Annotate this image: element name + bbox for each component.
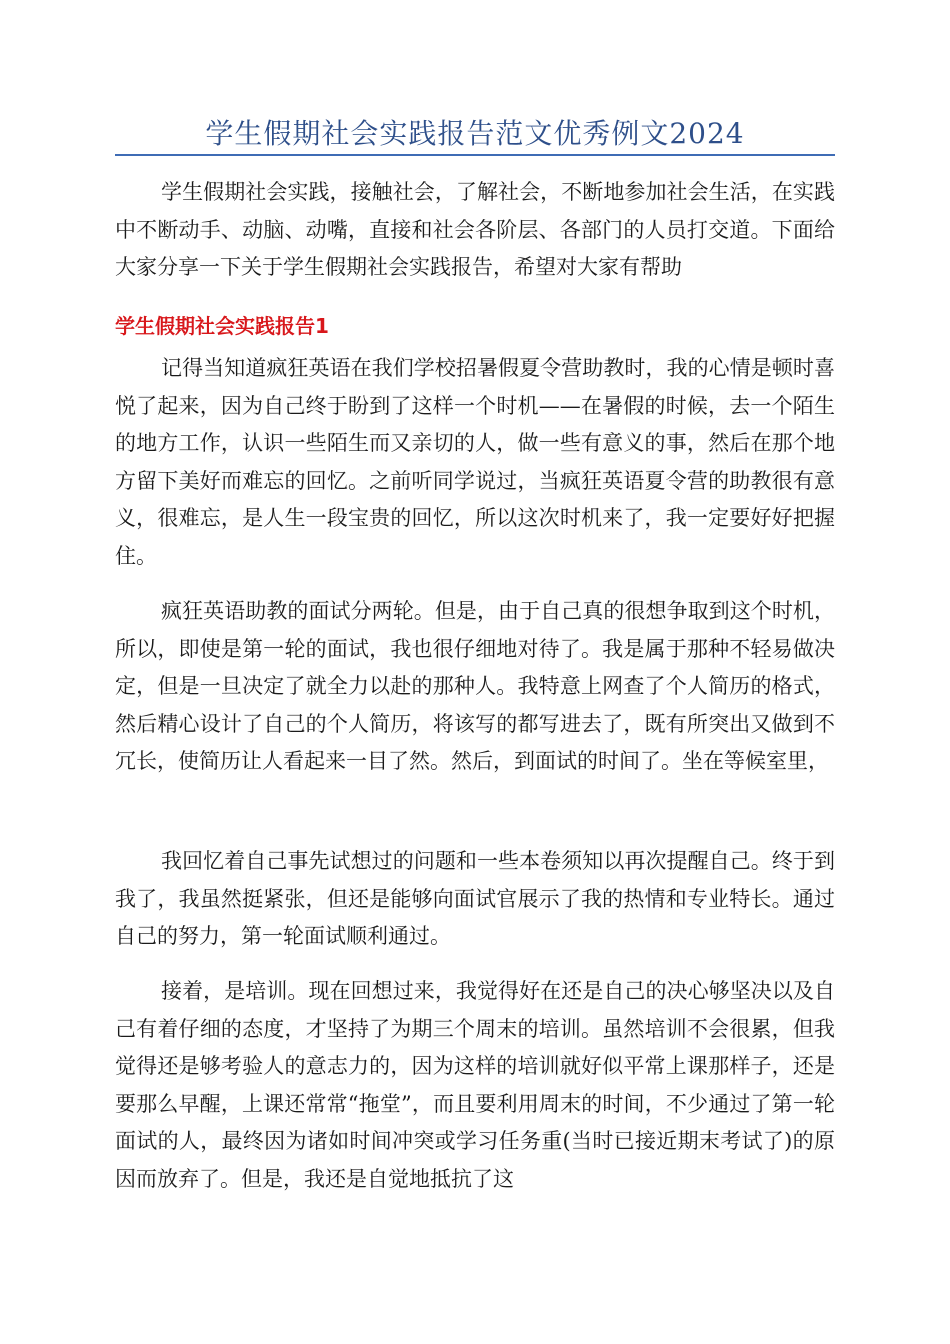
body-paragraph: 我回忆着自己事先试想过的问题和一些本卷须知以再次提醒自己。终于到我了，我虽然挺紧张，但还是能够向面试官展示了我的热情和专业特长。通过自己的努力，第一轮面试顺利通过。 bbox=[115, 849, 835, 948]
section-heading: 学生假期社会实践报告1 bbox=[115, 314, 329, 338]
body-block-2 bbox=[115, 593, 835, 781]
body-block-4 bbox=[115, 973, 835, 1198]
body-block-3 bbox=[115, 843, 835, 956]
intro-block bbox=[115, 174, 835, 287]
body-paragraph: 疯狂英语助教的面试分两轮。但是，由于自己真的很想争取到这个时机，所以，即使是第一轮的面试，我也很仔细地对待了。我是属于那种不轻易做决定，但是一旦决定了就全力以赴的那种人。我特意上网查了个人简历的格式，然后精心设计了自己的个人简历，将该写的都写进去了，既有所突出又做到不冗长，使简历让人看起来一目了然。然后，到面试的时间了。坐在等候室里， bbox=[115, 599, 835, 773]
document-title: 学生假期社会实践报告范文优秀例文2024 bbox=[205, 117, 745, 150]
title-underline bbox=[115, 154, 835, 156]
body-paragraph: 记得当知道疯狂英语在我们学校招暑假夏令营助教时，我的心情是顿时喜悦了起来，因为自己终于盼到了这样一个时机——在暑假的时候，去一个陌生的地方工作，认识一些陌生而又亲切的人，做一些有意义的事，然后在那个地方留下美好而难忘的回忆。之前听同学说过，当疯狂英语夏令营的助教很有意义，很难忘，是人生一段宝贵的回忆，所以这次时机来了，我一定要好好把握住。 bbox=[115, 356, 835, 568]
body-block-1 bbox=[115, 350, 835, 575]
body-paragraph: 接着，是培训。现在回想过来，我觉得好在还是自己的决心够坚决以及自己有着仔细的态度，才坚持了为期三个周末的培训。虽然培训不会很累，但我觉得还是够考验人的意志力的，因为这样的培训就好似平常上课那样子，还是要那么早醒，上课还常常“拖堂”，而且要利用周末的时间，不少通过了第一轮面试的人，最终因为诸如时间冲突或学习任务重(当时已接近期末考试了)的原因而放弃了。但是，我还是自觉地抵抗了这 bbox=[115, 979, 835, 1191]
intro-paragraph: 学生假期社会实践，接触社会，了解社会，不断地参加社会生活，在实践中不断动手、动脑、动嘴，直接和社会各阶层、各部门的人员打交道。下面给大家分享一下关于学生假期社会实践报告，希望对大家有帮助 bbox=[115, 180, 835, 279]
